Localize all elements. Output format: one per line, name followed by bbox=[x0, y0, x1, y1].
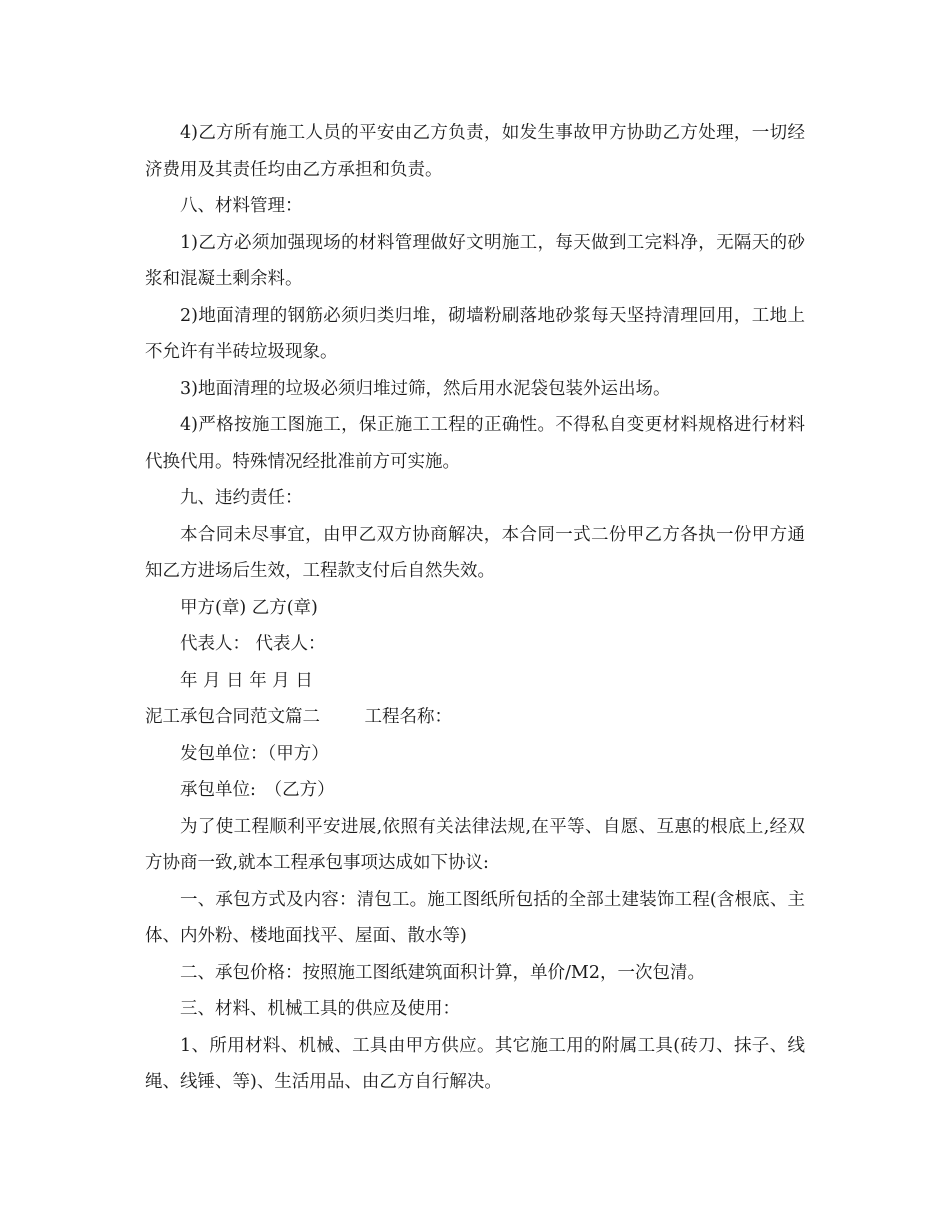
paragraph-material-3: 3)地面清理的垃圾必须归堆过筛，然后用水泥袋包装外运出场。 bbox=[180, 378, 671, 399]
heading-material-management: 八、材料管理： bbox=[180, 196, 303, 216]
paragraph-agreement-intro: 为了使工程顺利平安进展,依照有关法律法规,在平等、自愿、互惠的根底上,经双方协商一致,就本工程承包事项达成如下协议: bbox=[145, 816, 805, 873]
paragraph-safety-responsibility: 4)乙方所有施工人员的平安由乙方负责，如发生事故甲方协助乙方处理，一切经济费用及其责任均由乙方承担和负责。 bbox=[145, 123, 805, 180]
paragraph-contract-price: 二、承包价格：按照施工图纸建筑面积计算，单价/M2，一次包清。 bbox=[180, 962, 705, 983]
paragraph-material-2: 2)地面清理的钢筋必须归类归堆，砌墙粉刷落地砂浆每天坚持清理回用，工地上不允许有半砖垃圾现象。 bbox=[145, 305, 805, 362]
heading-materials-tools-supply: 三、材料、机械工具的供应及使用： bbox=[180, 999, 460, 1019]
paragraph-employer-unit: 发包单位：（甲方） bbox=[180, 743, 329, 764]
paragraph-contract-scope: 一、承包方式及内容：清包工。施工图纸所包括的全部土建装饰工程(含根底、主体、内外粉、楼地面找平、屋面、散水等) bbox=[145, 889, 805, 946]
signature-date-line: 年 月 日 年 月 日 bbox=[180, 670, 313, 691]
heading-breach-liability: 九、违约责任： bbox=[180, 488, 303, 508]
signature-seal-line: 甲方(章) 乙方(章) bbox=[180, 597, 318, 618]
paragraph-breach-liability: 本合同未尽事宜，由甲乙双方协商解决，本合同一式二份甲乙方各执一份甲方通知乙方进场后生效，工程款支付后自然失效。 bbox=[145, 524, 805, 581]
signature-representative-line: 代表人： 代表人： bbox=[180, 634, 326, 654]
paragraph-material-1: 1)乙方必须加强现场的材料管理做好文明施工，每天做到工完料净，无隔天的砂浆和混凝土剩余料。 bbox=[145, 232, 805, 289]
section-title-line bbox=[145, 699, 805, 736]
document-body bbox=[145, 115, 805, 1101]
paragraph-materials-supply-1: 1、所用材料、机械、工具由甲方供应。其它施工用的附属工具(砖刀、抹子、线绳、线锤、等)、生活用品、由乙方自行解决。 bbox=[145, 1035, 805, 1092]
section-heading: 泥工承包合同范文篇二 bbox=[145, 707, 320, 727]
project-name-label: 工程名称： bbox=[364, 707, 453, 727]
paragraph-contractor-unit: 承包单位: （乙方） bbox=[180, 780, 335, 800]
paragraph-material-4: 4)严格按施工图施工，保正施工工程的正确性。不得私自变更材料规格进行材料代换代用。特殊情况经批准前方可实施。 bbox=[145, 415, 805, 472]
